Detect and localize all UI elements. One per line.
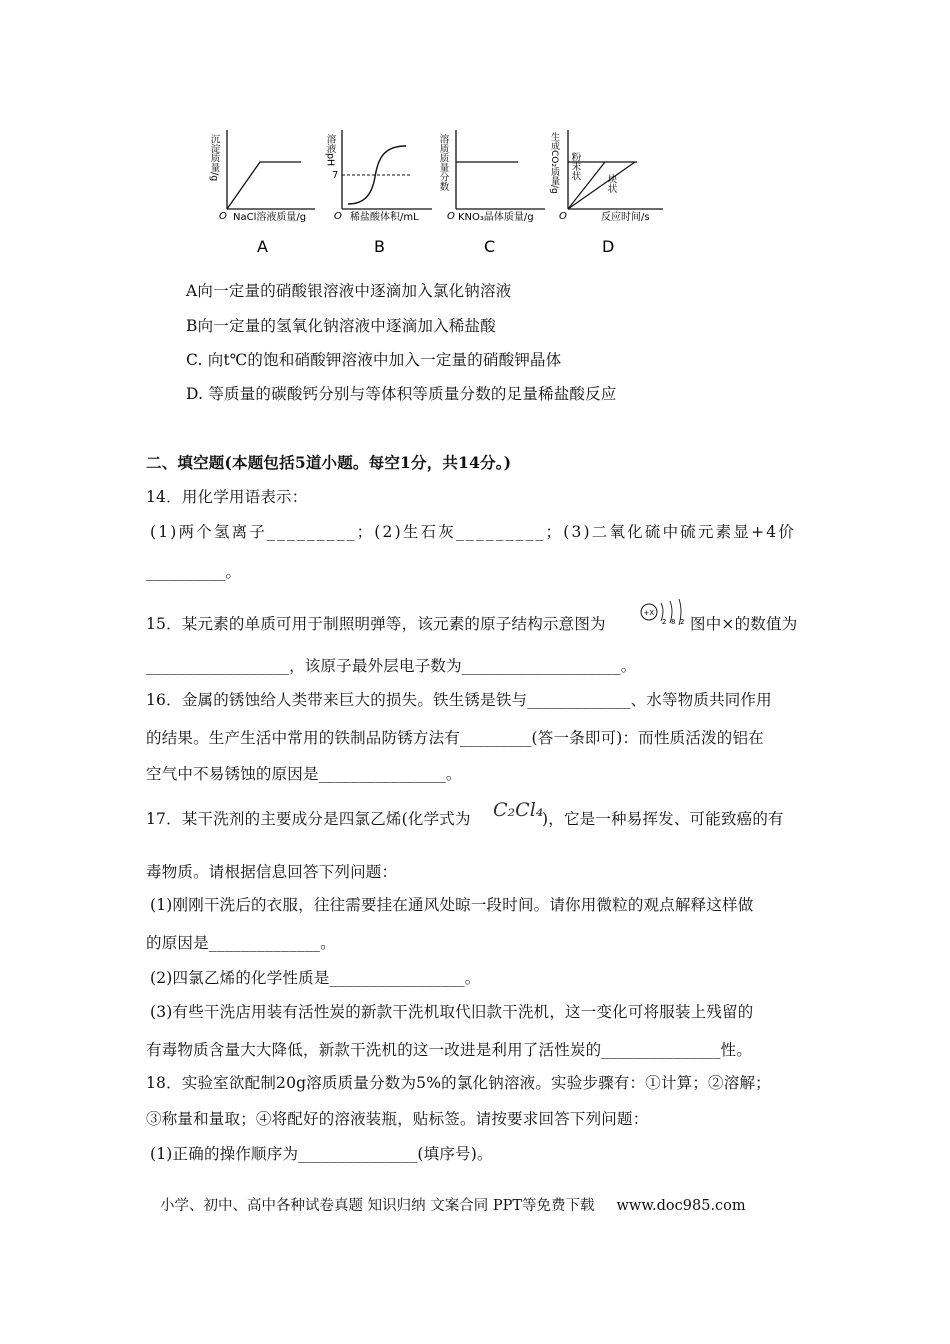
q16-line3: 空气中不易锈蚀的原因是________________。 <box>146 765 462 783</box>
chart-a-origin: O <box>219 211 227 222</box>
q16-line2: 的结果。生产生活中常用的铁制品防锈方法有_________(答一条即可)：而性质活泼的铝在 <box>146 729 764 747</box>
q17-stem-a: 17．某干洗剂的主要成分是四氯乙烯(化学式为 <box>146 810 471 828</box>
footer-text: 小学、初中、高中各种试卷真题 知识归纳 文案合同 PPT等免费下载 <box>160 1198 595 1214</box>
chart-d-block-label: 块状 <box>605 174 617 193</box>
chart-c <box>433 122 553 257</box>
chart-d-powder-label: 粉末状 <box>569 152 581 181</box>
q17-s2: (2)四氯乙烯的化学性质是_________________。 <box>150 969 481 987</box>
chart-d-letter: D <box>602 237 615 256</box>
atom-shell-1: 2 <box>662 618 667 626</box>
q14-line1: (1)两个氢离子_________；(2)生石灰_________；(3)二氧化硫中硫元素显+4价 <box>150 523 797 541</box>
chart-d-ylabel: 生成CO₂质量/g <box>549 132 559 194</box>
q17-s1b: 的原因是______________。 <box>146 934 336 952</box>
chart-c-xlabel: KNO₃晶体质量/g <box>458 212 534 223</box>
q15-stem-b: 图中×的数值为 <box>690 615 798 633</box>
option-a: A向一定量的硝酸银溶液中逐滴加入氯化钠溶液 <box>186 282 512 300</box>
chart-a-letter: A <box>257 237 268 256</box>
chart-c-letter: C <box>484 237 496 256</box>
chart-a <box>205 122 320 257</box>
q17-stem-b: )，它是一种易挥发、可能致癌的有 <box>542 810 784 828</box>
q16-line1: 16．金属的锈蚀给人类带来巨大的损失。铁生锈是铁与_____________、水等物质共同作用 <box>146 691 772 709</box>
q17-s3b: 有毒物质含量大大降低，新款干洗机的这一改进是利用了活性炭的_______________性。 <box>146 1041 752 1059</box>
q18-line1: 18．实验室欲配制20g溶质质量分数为5%的氯化钠溶液。实验步骤有：①计算；②溶解； <box>146 1074 771 1092</box>
section-title: 二、填空题(本题包括5道小题。每空1分，共14分。) <box>146 453 512 472</box>
option-d: D. 等质量的碳酸钙分别与等体积等质量分数的足量稀盐酸反应 <box>186 385 617 403</box>
chart-c-ylabel: 溶质质量分数 <box>437 134 449 191</box>
q17-line2: 毒物质。请根据信息回答下列问题： <box>146 863 398 881</box>
q17-formula: C₂Cl₄ <box>493 799 544 821</box>
chart-b <box>320 122 440 257</box>
q14-stem: 14．用化学用语表示： <box>146 488 308 506</box>
atom-diagram <box>639 597 691 631</box>
chart-d-origin: O <box>559 211 567 222</box>
chart-b-origin: O <box>334 211 342 222</box>
option-b: B向一定量的氢氧化钠溶液中逐滴加入稀盐酸 <box>186 317 496 335</box>
q18-s1: (1)正确的操作顺序为_______________(填序号)。 <box>150 1145 493 1163</box>
q18-line2: ③称量和量取；④将配好的溶液装瓶，贴标签。请按要求回答下列问题： <box>146 1110 649 1128</box>
atom-shell-2: 8 <box>671 618 676 626</box>
chart-a-ylabel: 沉淀质量/g <box>208 134 220 182</box>
chart-b-letter: B <box>374 237 385 256</box>
chart-b-ylabel: 溶液pH <box>324 134 336 167</box>
q17-s3a: (3)有些干洗店用装有活性炭的新款干洗机取代旧款干洗机，这一变化可将服装上残留的 <box>150 1003 754 1021</box>
q15-stem-a: 15．某元素的单质可用于制照明弹等，该元素的原子结构示意图为 <box>146 615 606 633</box>
atom-nucleus: +X <box>643 609 655 617</box>
footer <box>160 1194 746 1215</box>
chart-b-seven: 7 <box>332 170 339 181</box>
q17-s1a: (1)刚刚干洗后的衣服，往往需要挂在通风处晾一段时间。请你用微粒的观点解释这样做 <box>150 896 754 914</box>
chart-d <box>545 122 670 257</box>
q15-line2: __________________，该原子最外层电子数为____________________。 <box>146 657 637 675</box>
chart-a-xlabel: NaCl溶液质量/g <box>233 212 307 223</box>
option-c: C. 向t℃的饱和硝酸钾溶液中加入一定量的硝酸钾晶体 <box>186 351 562 369</box>
footer-url[interactable]: www.doc985.com <box>616 1198 746 1214</box>
chart-b-xlabel: 稀盐酸体积/mL <box>350 212 419 223</box>
chart-a-curve <box>227 162 301 209</box>
chart-d-xlabel: 反应时间/s <box>601 212 650 223</box>
q14-line2: __________。 <box>146 563 242 581</box>
chart-c-origin: O <box>447 211 455 222</box>
atom-shell-3: 2 <box>680 618 685 626</box>
